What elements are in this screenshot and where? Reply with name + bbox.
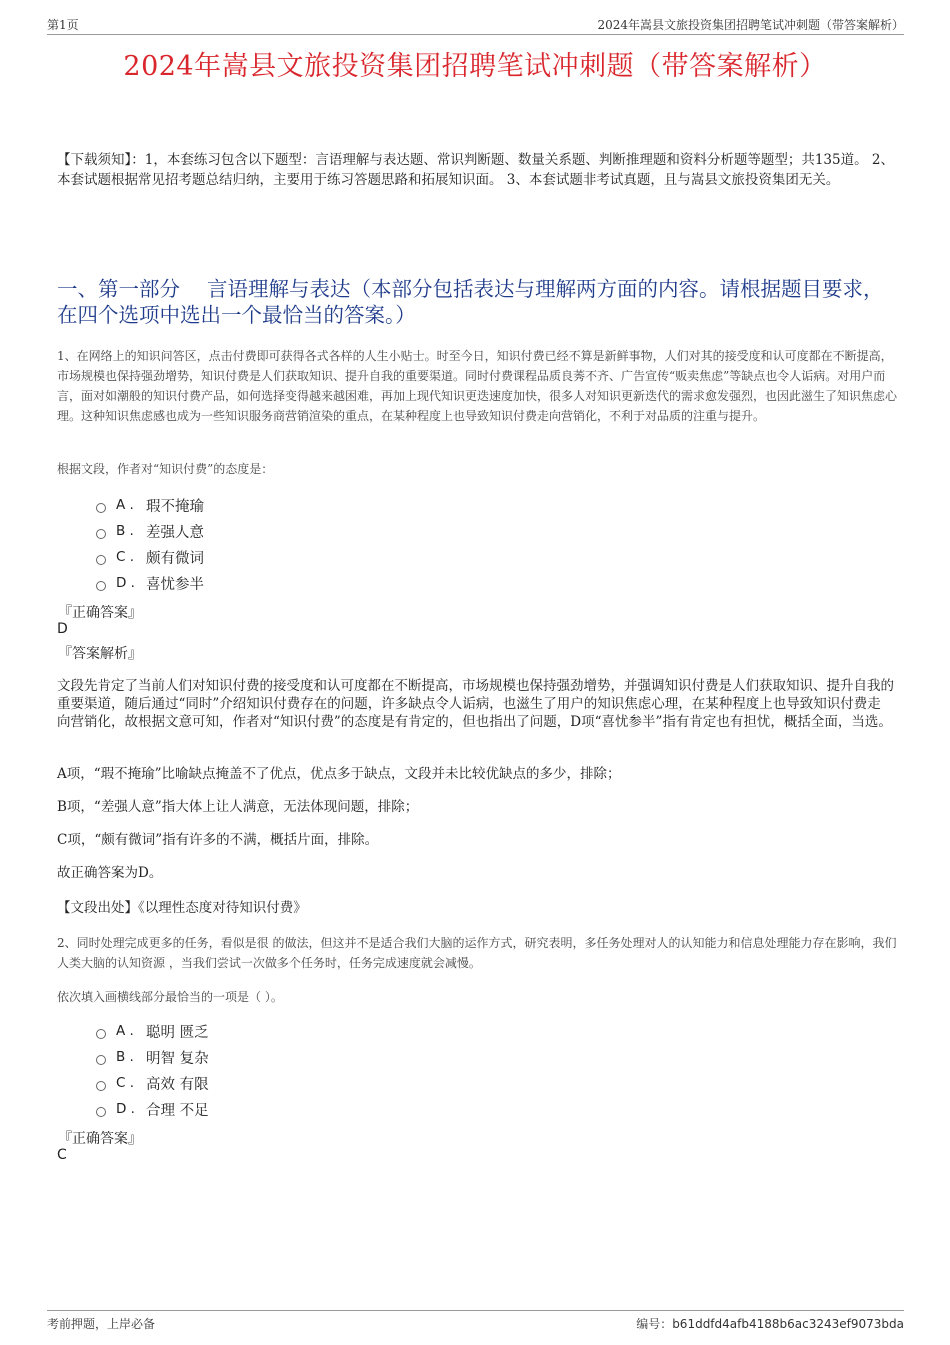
- question-1-options: [96, 492, 204, 596]
- radio-icon[interactable]: [96, 1081, 106, 1091]
- option-text: 聪明 匮乏: [146, 1024, 209, 1041]
- radio-icon[interactable]: [96, 1029, 106, 1039]
- radio-icon[interactable]: [96, 529, 106, 539]
- question-1-prompt: 根据文段，作者对“知识付费”的态度是：: [57, 462, 274, 476]
- source: 【文段出处】《以理性态度对待知识付费》: [57, 900, 307, 916]
- radio-icon[interactable]: [96, 1107, 106, 1117]
- option-text: 颇有微词: [146, 550, 204, 567]
- option-text: 差强人意: [146, 524, 204, 541]
- page-header: [47, 14, 904, 35]
- option-d[interactable]: D . 合理 不足: [96, 1096, 209, 1122]
- analysis-text: 文段先肯定了当前人们对知识付费的接受度和认可度都在不断提高，市场规模也保持强劲增势，并强调知识付费是人们获取知识、提升自我的重要渠道，随后通过“同时”介绍知识付费存在的问题，许多缺点令人诟病，也滋生了用户的知识焦虑心理，在某种程度上也导致知识付费走向营销化，故根据文意可知，作者对“知识付费”的态度是有肯定的，但也指出了问题，D项“喜忧参半”指有肯定也有担忧，概括全面，当选。: [57, 678, 894, 730]
- explain-a: A项，“瑕不掩瑜”比喻缺点掩盖不了优点，优点多于缺点，文段并未比较优缺点的多少，排除；: [57, 766, 621, 782]
- question-2-text: 2、同时处理完成更多的任务，看似是很 的做法，但这并不是适合我们大脑的运作方式，研究表明，多任务处理对人的认知能力和信息处理能力存在影响，我们人类大脑的认知资源 ，当我们尝试一次做多个任务时，任务完成速度就会减慢。: [57, 936, 897, 970]
- option-text: 高效 有限: [146, 1076, 209, 1093]
- option-c[interactable]: C . 高效 有限: [96, 1070, 209, 1096]
- correct-answer-label: 『正确答案』: [58, 1131, 142, 1147]
- page-footer: [47, 1310, 904, 1331]
- correct-answer: D: [57, 621, 68, 637]
- header-doc-title: 2024年嵩县文旅投资集团招聘笔试冲刺题（带答案解析）: [597, 18, 904, 32]
- correct-answer: C: [57, 1147, 67, 1163]
- question-2-options: [96, 1018, 209, 1122]
- option-d[interactable]: D . 喜忧参半: [96, 570, 204, 596]
- option-b[interactable]: B . 明智 复杂: [96, 1044, 209, 1070]
- option-text: 瑕不掩瑜: [146, 498, 204, 515]
- conclusion: 故正确答案为D。: [57, 865, 163, 881]
- option-c[interactable]: C . 颇有微词: [96, 544, 204, 570]
- question-2-prompt: 依次填入画横线部分最恰当的一项是（ ）。: [57, 990, 283, 1004]
- option-text: 喜忧参半: [146, 576, 204, 593]
- footer-code: 编号：b61ddfd4afb4188b6ac3243ef9073bda: [636, 1317, 904, 1331]
- radio-icon[interactable]: [96, 555, 106, 565]
- download-notice: 【下载须知】：1，本套练习包含以下题型：言语理解与表达题、常识判断题、数量关系题、判断推理题和资料分析题等题型；共135道。 2、本套试题根据常见招考题总结归纳，主要用于练习答题思路和拓展知识面。 3、本套试题非考试真题，且与嵩县文旅投资集团无关。: [57, 152, 894, 188]
- page-number: 第1页: [47, 18, 79, 32]
- option-b[interactable]: B . 差强人意: [96, 518, 204, 544]
- question-1-text: 1、在网络上的知识问答区，点击付费即可获得各式各样的人生小贴士。时至今日，知识付费已经不算是新鲜事物，人们对其的接受度和认可度都在不断提高，市场规模也保持强劲增势，知识付费是人们获取知识、提升自我的重要渠道。同时付费课程品质良莠不齐、广告宣传“贩卖焦虑”等缺点也令人诟病。对用户而言，面对如潮般的知识付费产品，如何选择变得越来越困难，再加上现代知识更迭速度加快，很多人对知识更新迭代的需求愈发强烈，也因此滋生了知识焦虑心理。这种知识焦虑感也成为一些知识服务商营销渲染的重点，在某种程度上也导致知识付费走向营销化，不利于对品质的注重与提升。: [57, 349, 898, 423]
- option-text: 明智 复杂: [146, 1050, 209, 1067]
- analysis-label: 『答案解析』: [58, 646, 142, 662]
- page-title: 2024年嵩县文旅投资集团招聘笔试冲刺题（带答案解析）: [123, 51, 827, 82]
- radio-icon[interactable]: [96, 503, 106, 513]
- section-title: 一、第一部分 言语理解与表达（本部分包括表达与理解两方面的内容。请根据题目要求，在四个选项中选出一个最恰当的答案。）: [57, 277, 884, 327]
- explain-c: C项，“颇有微词”指有许多的不满，概括片面，排除。: [57, 832, 379, 848]
- explain-b: B项，“差强人意”指大体上让人满意，无法体现问题，排除；: [57, 799, 419, 815]
- option-a[interactable]: A . 聪明 匮乏: [96, 1018, 209, 1044]
- correct-answer-label: 『正确答案』: [58, 605, 142, 621]
- option-a[interactable]: A . 瑕不掩瑜: [96, 492, 204, 518]
- radio-icon[interactable]: [96, 581, 106, 591]
- radio-icon[interactable]: [96, 1055, 106, 1065]
- footer-slogan: 考前押题，上岸必备: [47, 1317, 156, 1331]
- option-text: 合理 不足: [146, 1102, 209, 1119]
